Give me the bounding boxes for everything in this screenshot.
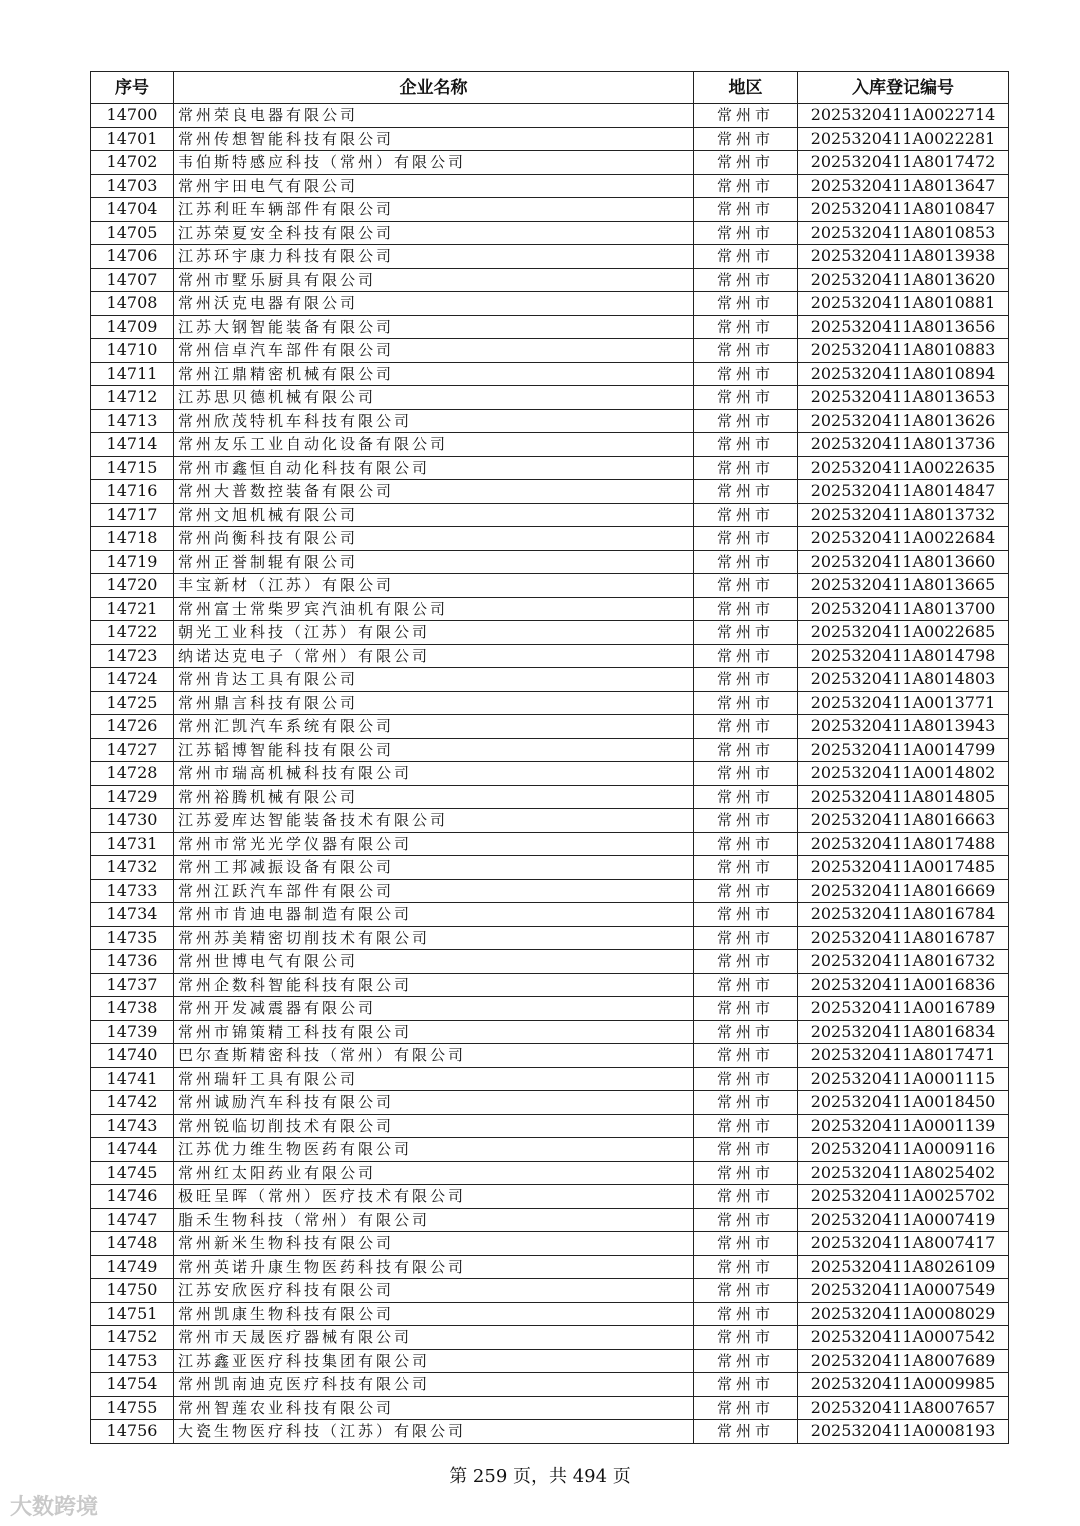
region: 常州市 — [694, 1420, 798, 1444]
row-no: 14735 — [91, 926, 174, 950]
registration-code: 2025320411A8007417 — [798, 1232, 1009, 1256]
row-no: 14756 — [91, 1420, 174, 1444]
region: 常州市 — [694, 715, 798, 739]
region: 常州市 — [694, 456, 798, 480]
company-name: 常州宇田电气有限公司 — [174, 174, 694, 198]
row-no: 14748 — [91, 1232, 174, 1256]
company-name: 极旺呈晖（常州）医疗技术有限公司 — [174, 1185, 694, 1209]
row-no: 14727 — [91, 738, 174, 762]
table-row — [91, 668, 1009, 692]
registration-code: 2025320411A0008029 — [798, 1302, 1009, 1326]
row-no: 14742 — [91, 1091, 174, 1115]
region: 常州市 — [694, 1138, 798, 1162]
table-row — [91, 1420, 1009, 1444]
registration-code: 2025320411A0007419 — [798, 1208, 1009, 1232]
company-name: 常州富士常柴罗宾汽油机有限公司 — [174, 597, 694, 621]
table-row — [91, 1349, 1009, 1373]
company-name: 常州市天晟医疗器械有限公司 — [174, 1326, 694, 1350]
region: 常州市 — [694, 127, 798, 151]
table-row — [91, 785, 1009, 809]
table-row — [91, 315, 1009, 339]
table-row — [91, 621, 1009, 645]
company-name: 韦伯斯特感应科技（常州）有限公司 — [174, 151, 694, 175]
company-name: 江苏鑫亚医疗科技集团有限公司 — [174, 1349, 694, 1373]
company-name: 常州红太阳药业有限公司 — [174, 1161, 694, 1185]
company-name: 常州工邦减振设备有限公司 — [174, 856, 694, 880]
registration-code: 2025320411A0007549 — [798, 1279, 1009, 1303]
region: 常州市 — [694, 480, 798, 504]
table-row — [91, 362, 1009, 386]
registration-code: 2025320411A8016784 — [798, 903, 1009, 927]
company-name: 常州瑞轩工具有限公司 — [174, 1067, 694, 1091]
registration-code: 2025320411A8010883 — [798, 339, 1009, 363]
region: 常州市 — [694, 550, 798, 574]
row-no: 14718 — [91, 527, 174, 551]
row-no: 14716 — [91, 480, 174, 504]
region: 常州市 — [694, 574, 798, 598]
row-no: 14747 — [91, 1208, 174, 1232]
company-name: 常州沃克电器有限公司 — [174, 292, 694, 316]
registration-code: 2025320411A8014805 — [798, 785, 1009, 809]
region: 常州市 — [694, 738, 798, 762]
company-name: 常州文旭机械有限公司 — [174, 503, 694, 527]
company-name: 常州锐临切削技术有限公司 — [174, 1114, 694, 1138]
company-name: 常州开发减震器有限公司 — [174, 997, 694, 1021]
registration-code: 2025320411A8013620 — [798, 268, 1009, 292]
table-row — [91, 574, 1009, 598]
company-name: 常州智莲农业科技有限公司 — [174, 1396, 694, 1420]
row-no: 14711 — [91, 362, 174, 386]
table-row — [91, 174, 1009, 198]
region: 常州市 — [694, 386, 798, 410]
row-no: 14700 — [91, 104, 174, 128]
registration-code: 2025320411A8014803 — [798, 668, 1009, 692]
company-name: 常州企数科智能科技有限公司 — [174, 973, 694, 997]
region: 常州市 — [694, 809, 798, 833]
row-no: 14739 — [91, 1020, 174, 1044]
table-header — [91, 72, 1009, 104]
row-no: 14755 — [91, 1396, 174, 1420]
company-name: 常州欣茂特机车科技有限公司 — [174, 409, 694, 433]
region: 常州市 — [694, 1208, 798, 1232]
row-no: 14751 — [91, 1302, 174, 1326]
company-name: 江苏优力维生物医药有限公司 — [174, 1138, 694, 1162]
table-row — [91, 198, 1009, 222]
row-no: 14715 — [91, 456, 174, 480]
table-row — [91, 1020, 1009, 1044]
row-no: 14731 — [91, 832, 174, 856]
registration-code: 2025320411A8013647 — [798, 174, 1009, 198]
region: 常州市 — [694, 1255, 798, 1279]
company-name: 江苏韬博智能科技有限公司 — [174, 738, 694, 762]
region: 常州市 — [694, 1326, 798, 1350]
registration-code: 2025320411A8025402 — [798, 1161, 1009, 1185]
table-row — [91, 926, 1009, 950]
row-no: 14706 — [91, 245, 174, 269]
region: 常州市 — [694, 691, 798, 715]
page-number: 第 259 页，共 494 页 — [449, 1466, 631, 1487]
region: 常州市 — [694, 409, 798, 433]
row-no: 14707 — [91, 268, 174, 292]
region: 常州市 — [694, 762, 798, 786]
row-no: 14712 — [91, 386, 174, 410]
table-row — [91, 245, 1009, 269]
table-row — [91, 127, 1009, 151]
row-no: 14724 — [91, 668, 174, 692]
registration-code: 2025320411A0008193 — [798, 1420, 1009, 1444]
region: 常州市 — [694, 292, 798, 316]
header-row — [91, 72, 1009, 104]
region: 常州市 — [694, 597, 798, 621]
company-name: 常州传想智能科技有限公司 — [174, 127, 694, 151]
region: 常州市 — [694, 879, 798, 903]
table-row — [91, 456, 1009, 480]
registration-code: 2025320411A8017472 — [798, 151, 1009, 175]
company-name: 常州肯达工具有限公司 — [174, 668, 694, 692]
region: 常州市 — [694, 1185, 798, 1209]
row-no: 14726 — [91, 715, 174, 739]
region: 常州市 — [694, 503, 798, 527]
table-row — [91, 597, 1009, 621]
region: 常州市 — [694, 1396, 798, 1420]
row-no: 14738 — [91, 997, 174, 1021]
registration-code: 2025320411A0001139 — [798, 1114, 1009, 1138]
row-no: 14725 — [91, 691, 174, 715]
company-name: 朝光工业科技（江苏）有限公司 — [174, 621, 694, 645]
registration-code: 2025320411A0016836 — [798, 973, 1009, 997]
region: 常州市 — [694, 997, 798, 1021]
region: 常州市 — [694, 1114, 798, 1138]
region: 常州市 — [694, 973, 798, 997]
table-row — [91, 1255, 1009, 1279]
row-no: 14723 — [91, 644, 174, 668]
watermark-logo: 大数跨境 — [10, 1495, 99, 1520]
registration-code: 2025320411A8026109 — [798, 1255, 1009, 1279]
registration-code: 2025320411A0001115 — [798, 1067, 1009, 1091]
row-no: 14728 — [91, 762, 174, 786]
region: 常州市 — [694, 362, 798, 386]
region: 常州市 — [694, 950, 798, 974]
region: 常州市 — [694, 198, 798, 222]
registration-code: 2025320411A8010847 — [798, 198, 1009, 222]
enterprise-table — [90, 71, 1009, 1444]
registration-code: 2025320411A8013943 — [798, 715, 1009, 739]
table-row — [91, 856, 1009, 880]
company-name: 常州诚励汽车科技有限公司 — [174, 1091, 694, 1115]
registration-code: 2025320411A8010881 — [798, 292, 1009, 316]
table-row — [91, 738, 1009, 762]
header-region: 地区 — [694, 72, 798, 104]
company-name: 常州市肯迪电器制造有限公司 — [174, 903, 694, 927]
registration-code: 2025320411A8013626 — [798, 409, 1009, 433]
region: 常州市 — [694, 245, 798, 269]
table-row — [91, 433, 1009, 457]
company-name: 常州市常光光学仪器有限公司 — [174, 832, 694, 856]
row-no: 14701 — [91, 127, 174, 151]
region: 常州市 — [694, 1349, 798, 1373]
header-name: 企业名称 — [174, 72, 694, 104]
registration-code: 2025320411A8016669 — [798, 879, 1009, 903]
registration-code: 2025320411A0014799 — [798, 738, 1009, 762]
company-name: 常州汇凯汽车系统有限公司 — [174, 715, 694, 739]
header-no: 序号 — [91, 72, 174, 104]
row-no: 14736 — [91, 950, 174, 974]
company-name: 江苏利旺车辆部件有限公司 — [174, 198, 694, 222]
region: 常州市 — [694, 315, 798, 339]
row-no: 14720 — [91, 574, 174, 598]
company-name: 常州正誉制辊有限公司 — [174, 550, 694, 574]
company-name: 常州市锦策精工科技有限公司 — [174, 1020, 694, 1044]
header-code: 入库登记编号 — [798, 72, 1009, 104]
registration-code: 2025320411A8013665 — [798, 574, 1009, 598]
table-row — [91, 973, 1009, 997]
registration-code: 2025320411A8013653 — [798, 386, 1009, 410]
company-name: 常州尚衡科技有限公司 — [174, 527, 694, 551]
registration-code: 2025320411A0016789 — [798, 997, 1009, 1021]
region: 常州市 — [694, 174, 798, 198]
table-row — [91, 879, 1009, 903]
table-row — [91, 1232, 1009, 1256]
row-no: 14745 — [91, 1161, 174, 1185]
company-name: 常州鼎言科技有限公司 — [174, 691, 694, 715]
region: 常州市 — [694, 1373, 798, 1397]
company-name: 江苏荣夏安全科技有限公司 — [174, 221, 694, 245]
table-row — [91, 644, 1009, 668]
row-no: 14741 — [91, 1067, 174, 1091]
table-row — [91, 1091, 1009, 1115]
table-row — [91, 339, 1009, 363]
registration-code: 2025320411A8013700 — [798, 597, 1009, 621]
row-no: 14704 — [91, 198, 174, 222]
table-row — [91, 221, 1009, 245]
row-no: 14703 — [91, 174, 174, 198]
region: 常州市 — [694, 527, 798, 551]
company-name: 江苏爱库达智能装备技术有限公司 — [174, 809, 694, 833]
company-name: 江苏思贝德机械有限公司 — [174, 386, 694, 410]
table-row — [91, 151, 1009, 175]
region: 常州市 — [694, 1091, 798, 1115]
company-name: 常州友乐工业自动化设备有限公司 — [174, 433, 694, 457]
table-row — [91, 1373, 1009, 1397]
registration-code: 2025320411A8010894 — [798, 362, 1009, 386]
registration-code: 2025320411A8013656 — [798, 315, 1009, 339]
company-name: 常州荣良电器有限公司 — [174, 104, 694, 128]
registration-code: 2025320411A0009116 — [798, 1138, 1009, 1162]
registration-code: 2025320411A8017471 — [798, 1044, 1009, 1068]
company-name: 脂禾生物科技（常州）有限公司 — [174, 1208, 694, 1232]
company-name: 江苏环宇康力科技有限公司 — [174, 245, 694, 269]
table-row — [91, 1067, 1009, 1091]
row-no: 14722 — [91, 621, 174, 645]
region: 常州市 — [694, 903, 798, 927]
table-body — [91, 104, 1009, 1444]
table-row — [91, 503, 1009, 527]
company-name: 常州信卓汽车部件有限公司 — [174, 339, 694, 363]
table-row — [91, 1185, 1009, 1209]
row-no: 14752 — [91, 1326, 174, 1350]
row-no: 14744 — [91, 1138, 174, 1162]
registration-code: 2025320411A8016663 — [798, 809, 1009, 833]
registration-code: 2025320411A0017485 — [798, 856, 1009, 880]
table-row — [91, 409, 1009, 433]
table-row — [91, 762, 1009, 786]
table-row — [91, 950, 1009, 974]
region: 常州市 — [694, 1020, 798, 1044]
company-name: 江苏安欣医疗科技有限公司 — [174, 1279, 694, 1303]
row-no: 14710 — [91, 339, 174, 363]
registration-code: 2025320411A8013736 — [798, 433, 1009, 457]
region: 常州市 — [694, 644, 798, 668]
table-row — [91, 997, 1009, 1021]
registration-code: 2025320411A0022714 — [798, 104, 1009, 128]
table-row — [91, 809, 1009, 833]
row-no: 14732 — [91, 856, 174, 880]
row-no: 14740 — [91, 1044, 174, 1068]
row-no: 14743 — [91, 1114, 174, 1138]
registration-code: 2025320411A8007657 — [798, 1396, 1009, 1420]
registration-code: 2025320411A0022685 — [798, 621, 1009, 645]
registration-code: 2025320411A8017488 — [798, 832, 1009, 856]
row-no: 14729 — [91, 785, 174, 809]
table-row — [91, 550, 1009, 574]
row-no: 14717 — [91, 503, 174, 527]
row-no: 14709 — [91, 315, 174, 339]
company-name: 巴尔查斯精密科技（常州）有限公司 — [174, 1044, 694, 1068]
company-name: 常州市瑞高机械科技有限公司 — [174, 762, 694, 786]
table-row — [91, 1326, 1009, 1350]
row-no: 14719 — [91, 550, 174, 574]
company-name: 常州英诺升康生物医药科技有限公司 — [174, 1255, 694, 1279]
registration-code: 2025320411A0013771 — [798, 691, 1009, 715]
table-row — [91, 691, 1009, 715]
row-no: 14749 — [91, 1255, 174, 1279]
company-name: 常州江跃汽车部件有限公司 — [174, 879, 694, 903]
region: 常州市 — [694, 621, 798, 645]
region: 常州市 — [694, 1302, 798, 1326]
company-name: 江苏大钢智能装备有限公司 — [174, 315, 694, 339]
registration-code: 2025320411A8010853 — [798, 221, 1009, 245]
registration-code: 2025320411A0022281 — [798, 127, 1009, 151]
company-name: 常州凯康生物科技有限公司 — [174, 1302, 694, 1326]
registration-code: 2025320411A0025702 — [798, 1185, 1009, 1209]
table-row — [91, 903, 1009, 927]
registration-code: 2025320411A0018450 — [798, 1091, 1009, 1115]
region: 常州市 — [694, 339, 798, 363]
table-row — [91, 1114, 1009, 1138]
company-name: 常州江鼎精密机械有限公司 — [174, 362, 694, 386]
table-row — [91, 1161, 1009, 1185]
table-row — [91, 1279, 1009, 1303]
row-no: 14754 — [91, 1373, 174, 1397]
region: 常州市 — [694, 1279, 798, 1303]
row-no: 14730 — [91, 809, 174, 833]
table-row — [91, 386, 1009, 410]
registration-code: 2025320411A0022684 — [798, 527, 1009, 551]
company-name: 常州苏美精密切削技术有限公司 — [174, 926, 694, 950]
region: 常州市 — [694, 832, 798, 856]
region: 常州市 — [694, 785, 798, 809]
company-name: 常州市鑫恒自动化科技有限公司 — [174, 456, 694, 480]
registration-code: 2025320411A8013732 — [798, 503, 1009, 527]
table-row — [91, 1044, 1009, 1068]
table-row — [91, 268, 1009, 292]
region: 常州市 — [694, 104, 798, 128]
company-name: 丰宝新材（江苏）有限公司 — [174, 574, 694, 598]
row-no: 14737 — [91, 973, 174, 997]
region: 常州市 — [694, 1161, 798, 1185]
row-no: 14753 — [91, 1349, 174, 1373]
table-row — [91, 1138, 1009, 1162]
table-row — [91, 292, 1009, 316]
region: 常州市 — [694, 268, 798, 292]
registration-code: 2025320411A8013660 — [798, 550, 1009, 574]
region: 常州市 — [694, 151, 798, 175]
row-no: 14714 — [91, 433, 174, 457]
table-row — [91, 527, 1009, 551]
registration-code: 2025320411A0022635 — [798, 456, 1009, 480]
region: 常州市 — [694, 856, 798, 880]
registration-code: 2025320411A0014802 — [798, 762, 1009, 786]
region: 常州市 — [694, 668, 798, 692]
row-no: 14750 — [91, 1279, 174, 1303]
row-no: 14746 — [91, 1185, 174, 1209]
company-name: 大瓷生物医疗科技（江苏）有限公司 — [174, 1420, 694, 1444]
registration-code: 2025320411A0009985 — [798, 1373, 1009, 1397]
table-row — [91, 1208, 1009, 1232]
row-no: 14702 — [91, 151, 174, 175]
registration-code: 2025320411A8016834 — [798, 1020, 1009, 1044]
company-name: 纳诺达克电子（常州）有限公司 — [174, 644, 694, 668]
table-row — [91, 1396, 1009, 1420]
company-name: 常州新米生物科技有限公司 — [174, 1232, 694, 1256]
row-no: 14721 — [91, 597, 174, 621]
table-row — [91, 104, 1009, 128]
region: 常州市 — [694, 433, 798, 457]
region: 常州市 — [694, 926, 798, 950]
table-row — [91, 480, 1009, 504]
company-name: 常州市墅乐厨具有限公司 — [174, 268, 694, 292]
region: 常州市 — [694, 1232, 798, 1256]
table-row — [91, 1302, 1009, 1326]
company-name: 常州凯南迪克医疗科技有限公司 — [174, 1373, 694, 1397]
registration-code: 2025320411A0007542 — [798, 1326, 1009, 1350]
company-name: 常州大普数控装备有限公司 — [174, 480, 694, 504]
company-name: 常州世博电气有限公司 — [174, 950, 694, 974]
row-no: 14708 — [91, 292, 174, 316]
region: 常州市 — [694, 1044, 798, 1068]
table-row — [91, 715, 1009, 739]
registration-code: 2025320411A8016732 — [798, 950, 1009, 974]
registration-code: 2025320411A8014798 — [798, 644, 1009, 668]
row-no: 14705 — [91, 221, 174, 245]
region: 常州市 — [694, 221, 798, 245]
row-no: 14733 — [91, 879, 174, 903]
row-no: 14713 — [91, 409, 174, 433]
region: 常州市 — [694, 1067, 798, 1091]
registration-code: 2025320411A8007689 — [798, 1349, 1009, 1373]
row-no: 14734 — [91, 903, 174, 927]
table-row — [91, 832, 1009, 856]
registration-code: 2025320411A8013938 — [798, 245, 1009, 269]
registration-code: 2025320411A8016787 — [798, 926, 1009, 950]
company-name: 常州裕腾机械有限公司 — [174, 785, 694, 809]
registration-code: 2025320411A8014847 — [798, 480, 1009, 504]
